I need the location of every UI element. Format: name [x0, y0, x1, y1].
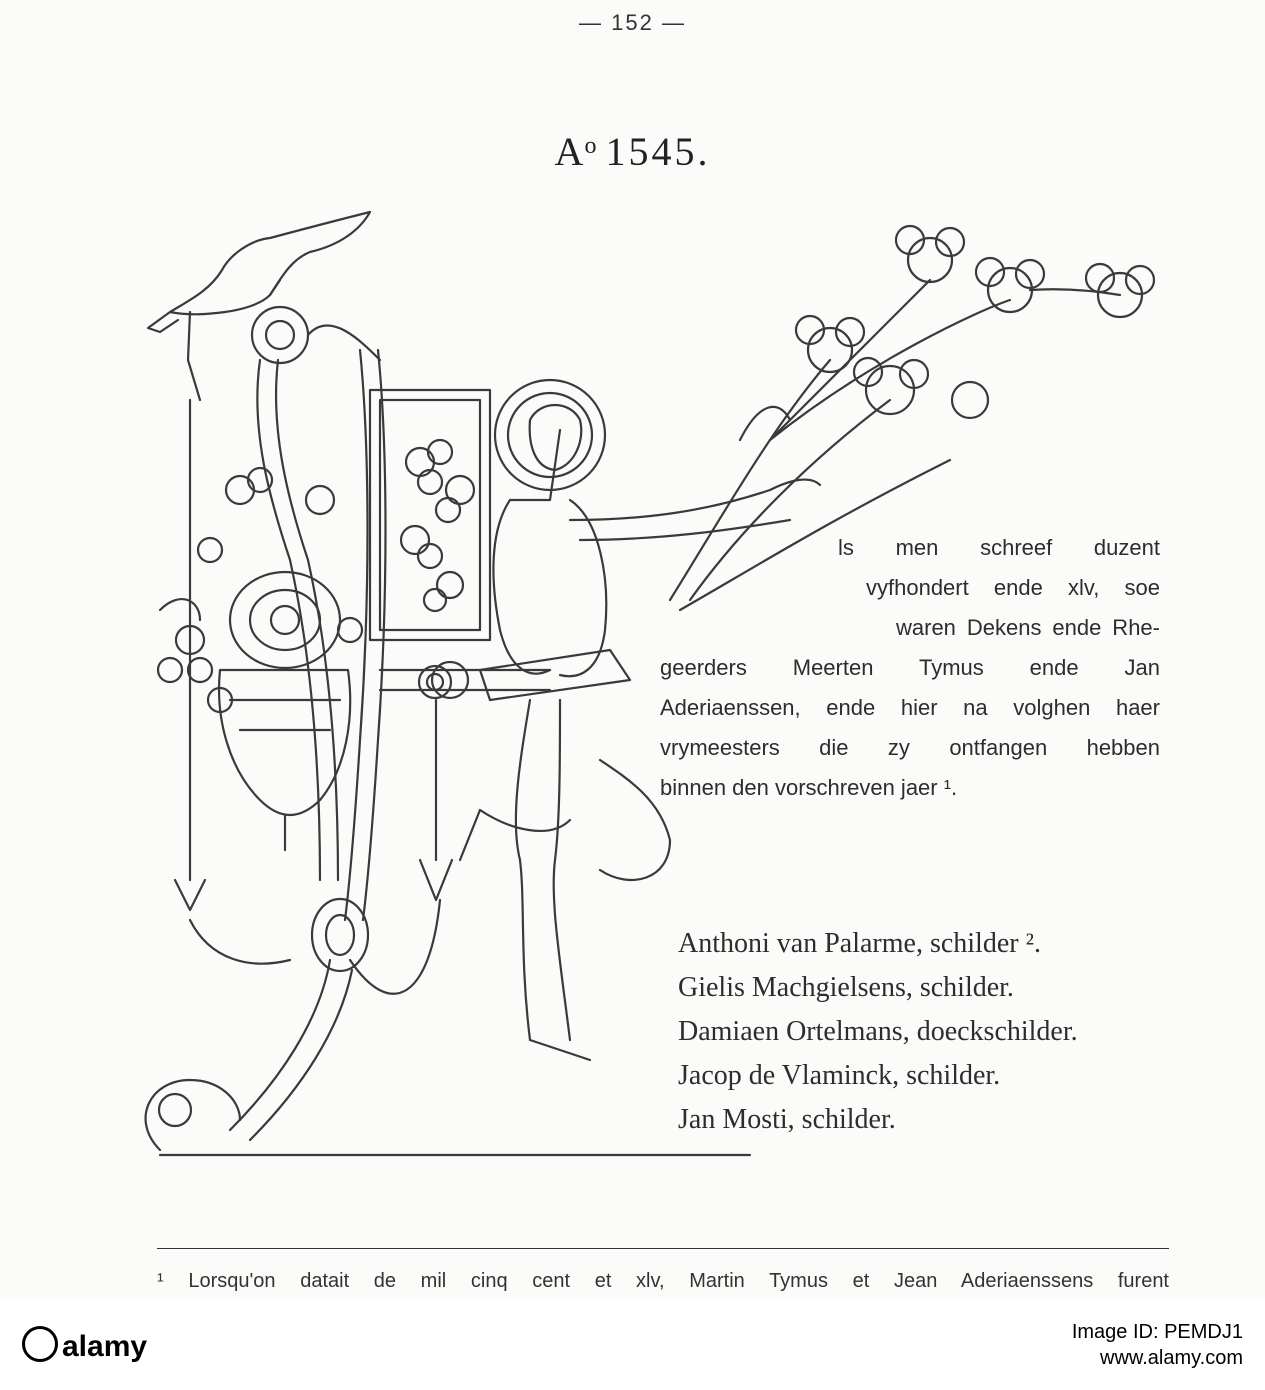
paragraph-line: vrymeesters die zy ontfangen hebben — [660, 735, 1160, 760]
list-item: Damiaen Ortelmans, doeckschilder. — [678, 1016, 1078, 1047]
paragraph-line: binnen den vorschreven jaer ¹. — [660, 775, 958, 800]
paragraph-line: geerders Meerten Tymus ende Jan — [660, 655, 1160, 680]
year-heading — [0, 128, 1265, 175]
watermark-logo — [22, 1326, 147, 1364]
list-item: Jacop de Vlaminck, schilder. — [678, 1060, 1001, 1091]
heading-year: 1545. — [605, 129, 711, 174]
list-item: Jan Mosti, schilder. — [678, 1104, 896, 1135]
paragraph-line: waren Dekens ende Rhe- — [896, 615, 1160, 640]
paragraph-line: vyfhondert ende xlv, soe — [866, 575, 1160, 600]
watermark-site: www.alamy.com — [1100, 1347, 1243, 1369]
letter-a-frame — [257, 350, 550, 920]
alamy-logo-icon — [22, 1326, 58, 1362]
paragraph-line: ls men schreef duzent — [838, 535, 1160, 560]
watermark-brand: alamy — [62, 1330, 148, 1363]
footnote-divider — [157, 1248, 1169, 1249]
list-item: Anthoni van Palarme, schilder ². — [678, 928, 1041, 959]
panel-flowers — [401, 440, 474, 611]
names-list — [678, 922, 1078, 1142]
watermark-image-id: Image ID: PEMDJ1 — [1071, 1321, 1243, 1343]
page-number: — 152 — — [579, 10, 686, 35]
footnote: ¹ Lorsqu'on datait de mil cinq cent et xlv, Martin Tymus et Jean Aderiaenssens furent — [157, 1270, 1169, 1292]
vase-ornament — [158, 468, 362, 850]
hanging-ornaments — [175, 400, 452, 994]
heading-prefix: A — [554, 129, 587, 174]
watermark-bar — [0, 1300, 1265, 1390]
paragraph-line: Aderiaenssen, ende hier na volghen haer — [660, 695, 1160, 720]
watermark-info — [1072, 1319, 1243, 1371]
heading-superscript: o — [584, 133, 600, 159]
body-paragraph — [660, 528, 1160, 808]
list-item: Gielis Machgielsens, schilder. — [678, 972, 1014, 1003]
bottom-scroll — [146, 960, 750, 1155]
